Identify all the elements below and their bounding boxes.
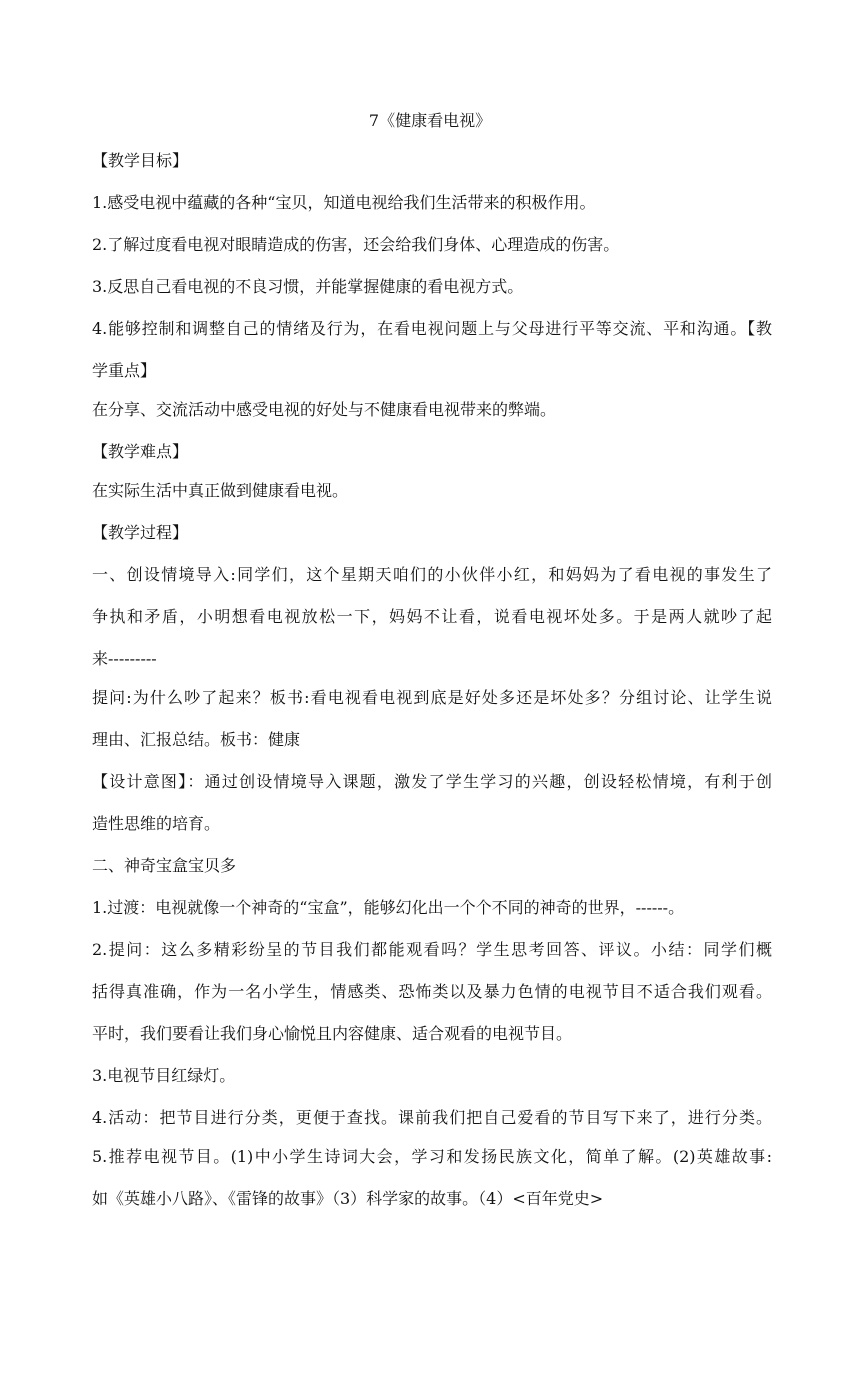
body-line: 学重点】 <box>92 361 157 380</box>
body-line: 1.感受电视中蕴藏的各种“宝贝，知道电视给我们生活带来的积极作用。 <box>92 193 596 212</box>
body-line: 2.提问：这么多精彩纷呈的节目我们都能观看吗？学生思考回答、评议。小结：同学们概 <box>92 940 772 959</box>
body-line: 5.推荐电视节目。(1)中小学生诗词大会，学习和发扬民族文化，简单了解。(2)英雄故事: <box>92 1147 772 1166</box>
body-line: 在分享、交流活动中感受电视的好处与不健康看电视带来的弊端。 <box>92 400 557 419</box>
body-line: 如《英雄小八路》、《雷锋的故事》（3）科学家的故事。（4）<百年党史> <box>92 1189 604 1208</box>
document-title: 7《健康看电视》 <box>368 111 492 130</box>
body-line: 2.了解过度看电视对眼睛造成的伤害，还会给我们身体、心理造成的伤害。 <box>92 235 620 254</box>
body-line: 【教学目标】 <box>92 151 189 170</box>
body-line: 二、神奇宝盒宝贝多 <box>92 856 237 875</box>
body-line: 4.能够控制和调整自己的情绪及行为，在看电视问题上与父母进行平等交流、平和沟通。【教 <box>92 319 772 338</box>
body-line: 来--------- <box>92 649 157 668</box>
body-line: 括得真准确，作为一名小学生，情感类、恐怖类以及暴力色情的电视节目不适合我们观看。 <box>92 982 772 1001</box>
body-line: 3.反思自己看电视的不良习惯，并能掌握健康的看电视方式。 <box>92 277 524 296</box>
body-line: 4.活动：把节目进行分类，更便于查找。课前我们把自己爱看的节目写下来了，进行分类。 <box>92 1108 772 1127</box>
body-line: 【教学难点】 <box>92 442 189 461</box>
body-line: 造性思维的培育。 <box>92 814 221 833</box>
body-line: 在实际生活中真正做到健康看电视。 <box>92 481 349 500</box>
body-line: 理由、汇报总结。板书：健康 <box>92 730 301 749</box>
body-line: 【教学过程】 <box>92 523 189 542</box>
document-body <box>92 150 772 1210</box>
body-line: 争执和矛盾，小明想看电视放松一下，妈妈不让看，说看电视坏处多。于是两人就吵了起 <box>92 607 772 626</box>
body-line: 平时，我们要看让我们身心愉悦且内容健康、适合观看的电视节目。 <box>92 1024 573 1043</box>
body-line: 3.电视节目红绿灯。 <box>92 1066 236 1085</box>
body-line: 【设计意图】：通过创设情境导入课题，激发了学生学习的兴趣，创设轻松情境，有利于创 <box>92 772 772 791</box>
body-line: 1.过渡：电视就像一个神奇的“宝盒”，能够幻化出一个个不同的神奇的世界，------。 <box>92 898 685 917</box>
body-line: 一、创设情境导入:同学们，这个星期天咱们的小伙伴小红，和妈妈为了看电视的事发生了 <box>92 565 772 584</box>
body-line: 提问:为什么吵了起来？板书:看电视看电视到底是好处多还是坏处多？分组讨论、让学生说 <box>92 688 772 707</box>
